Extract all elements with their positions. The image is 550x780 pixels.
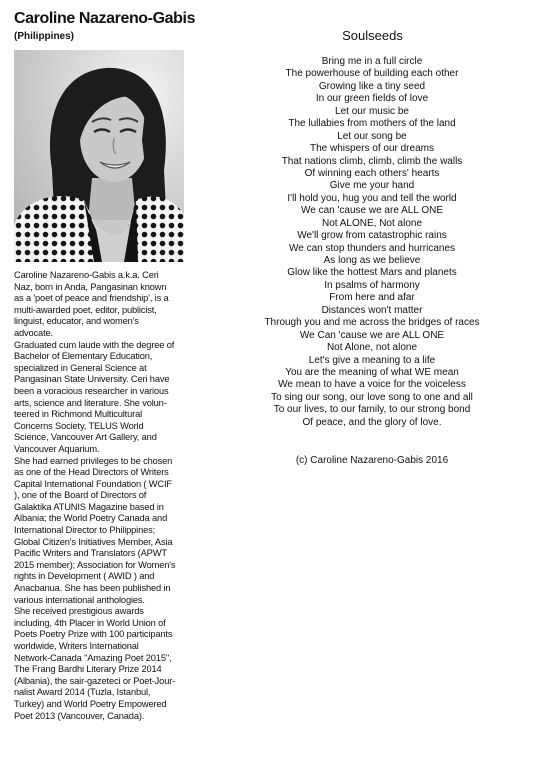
author-country: (Philippines) [14,31,74,42]
bio-line: worldwide, Writers International [14,641,139,651]
poem-line: Growing like a tiny seed [318,80,426,92]
poem-body [256,56,488,429]
poem-line: To sing our song, our love song to one and all [271,391,473,403]
poem-line: Not ALONE, Not alone [321,217,423,229]
poem-line: Glow like the hottest Mars and planets [287,267,457,279]
bio-line: rights in Development ( AWID ) and [14,571,155,582]
poem-copyright: (c) Caroline Nazareno-Gabis 2016 [295,455,449,466]
bio-line: Global Citizen's Initiatives Member, Asia [14,536,173,547]
bio-line: as one of the Head Directors of Writers [14,467,169,478]
bio-line: Turkey) and World Poetry Empowered [14,698,167,709]
bio-line: Graduated cum laude with the degree of [14,339,175,350]
bio-line: arts, science and literature. She volun- [14,397,167,408]
poem-line: I'll hold you, hug you and tell the world [287,192,457,204]
poem-line: Bring me in a full circle [321,56,423,67]
bio-line: Pacific Writers and Translators (APWT [14,548,167,559]
bio-line: teered in Richmond Multicultural [14,409,142,420]
poem-line: Not Alone, not alone [326,342,418,354]
bio-line: Poets Poetry Prize with 100 participants [14,629,173,640]
poem-line: You are the meaning of what WE mean [285,366,459,378]
poem-line: We can 'cause we are ALL ONE [301,205,443,217]
bio-line: Naz, born in Anda, Pangasinan known [14,281,167,292]
bio-line: Albania; the World Poetry Canada and [14,513,168,524]
bio-line: multi-awarded poet, editor, publicist, [14,304,157,315]
poem-line: From here and afar [329,292,415,304]
poem-line: Distances won't matter [321,304,423,316]
bio-line: nalist Award 2014 (Tuzla, Istanbul, [14,687,151,698]
bio-line: ), one of the Board of Directors of [14,490,147,501]
author-biography [14,270,192,722]
poem-line: Through you and me across the bridges of races [264,317,480,329]
bio-line: been a voracious researcher in various [14,385,169,396]
bio-line: Science, Vancouver Art Gallery, and [14,432,157,443]
poem-line: Let our music be [335,105,409,117]
bio-line: specialized in General Science at [14,362,147,373]
poem-line: In our green fields of love [315,93,429,105]
bio-line: Poet 2013 (Vancouver, Canada). [14,710,145,721]
author-photo [14,50,184,262]
bio-line: Caroline Nazareno-Gabis a.k.a. Ceri [14,270,159,280]
bio-line: Bachelor of Elementary Education, [14,351,153,362]
bio-line: Anacbanua. She has been published in [14,583,171,594]
bio-line: 2015 member); Association for Women's [14,559,176,570]
bio-line: as a 'poet of peace and friendship', is a [14,293,169,304]
bio-line: International Director to Philippines; [14,525,156,536]
poem-line: As long as we believe [323,255,421,266]
poem-line: Let's give a meaning to a life [308,354,436,366]
poem-line: The lullabies from mothers of the land [288,118,456,130]
poem-line: We'll grow from catastrophic rains [297,230,447,242]
bio-line: The Frang Bardhi Literary Prize 2014 [14,664,162,675]
bio-line: advocate. [14,327,53,338]
bio-line: Capital International Foundation ( WCIF [14,478,172,489]
bio-line: Concerns Society, TELUS World [14,420,144,431]
poem-line: The whispers of our dreams [310,143,434,155]
bio-line: She received prestigious awards [14,606,144,617]
poem-line: We can stop thunders and hurricanes [288,242,456,254]
bio-line: various international anthologies. [14,594,145,605]
bio-line: Pangasinan State University. Ceri have [14,374,170,385]
bio-line: Network-Canada "Amazing Poet 2015", [14,652,172,663]
poem-line: The powerhouse of building each other [285,68,459,80]
poem-line: In psalms of harmony [324,279,420,291]
poem-line: Of winning each others' hearts [304,167,440,179]
poem-line: Give me your hand [329,180,415,192]
bio-line: Vancouver Aquarium. [14,443,100,454]
bio-line: including, 4th Placer in World Union of [14,617,166,628]
bio-line: She had earned privileges to be chosen [14,455,173,466]
poem-title: Soulseeds [342,28,403,43]
poem-line: We mean to have a voice for the voiceless [278,379,466,391]
poem-line: Let our song be [337,130,407,142]
bio-line: Galaktika ATUNIS Magazine based in [14,501,164,512]
poem-line: To our lives, to our family, to our strong bond [273,404,471,416]
poem-line: Of peace, and the glory of love. [302,416,442,428]
author-name: Caroline Nazareno-Gabis [14,10,196,27]
poem-line: That nations climb, climb, climb the walls [281,155,463,167]
bio-line: linguist, educator, and women's [14,316,139,327]
bio-line: (Albania), the sair-gazeteci or Poet-Jour- [14,675,176,686]
poem-line: We Can 'cause we are ALL ONE [299,329,445,341]
